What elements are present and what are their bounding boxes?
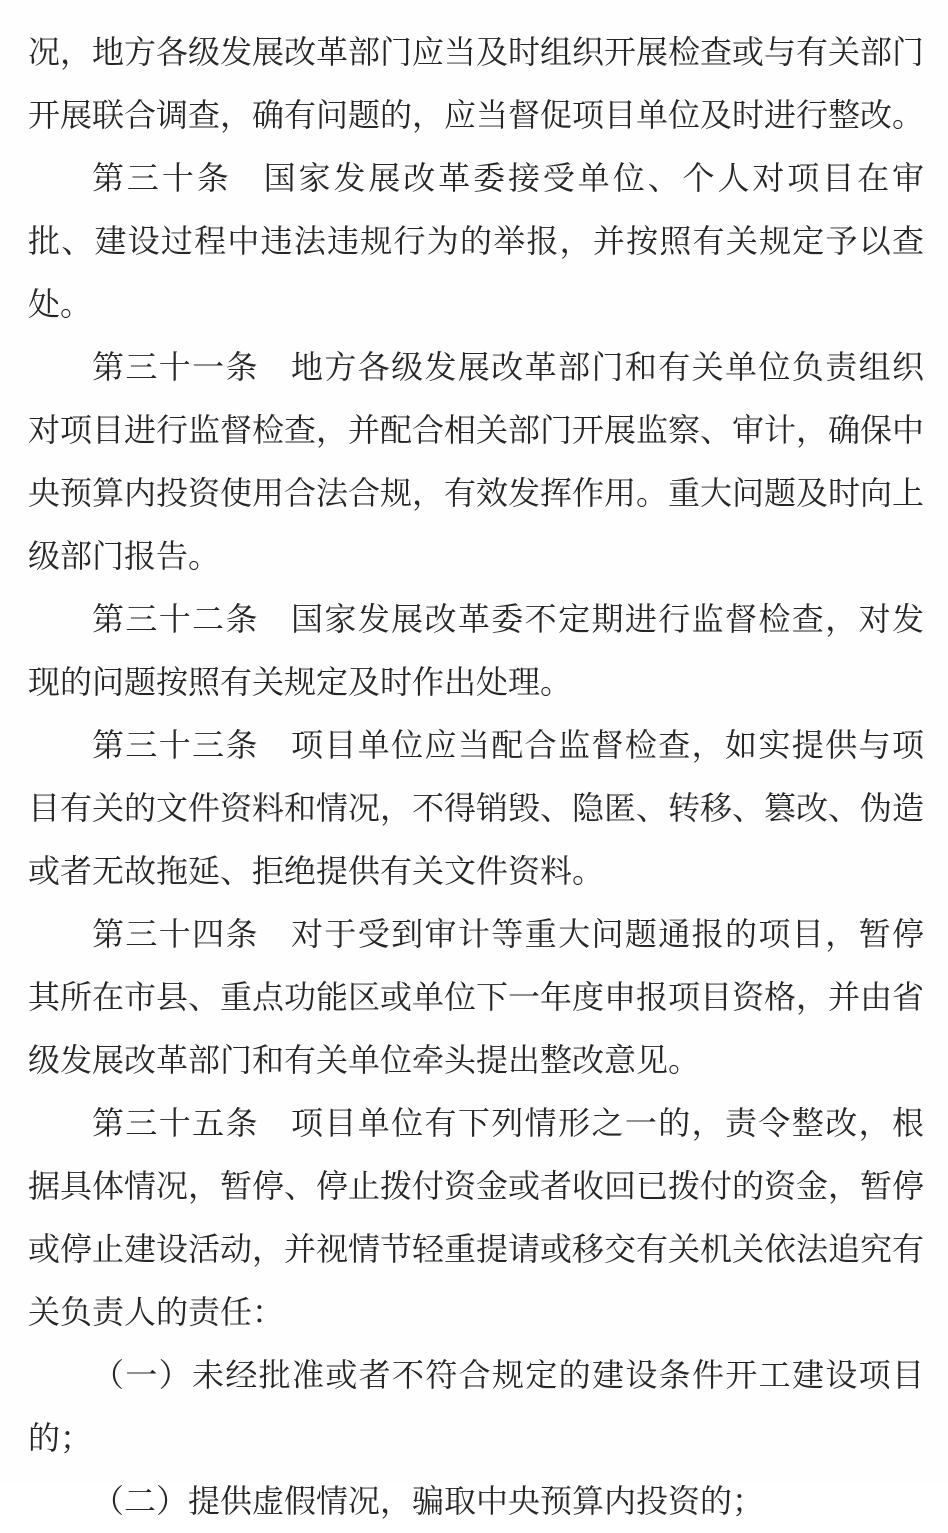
article-number: 第三十二条 — [92, 601, 259, 637]
article-text: 地方各级发展改革部门和有关单位负责组织对项目进行监督检查，并配合相关部门开展监察、审计，确保中央预算内投资使用合法合规，有效发挥作用。重大问题及时向上级部门报告。 — [28, 349, 925, 574]
article-text: 对于受到审计等重大问题通报的项目，暂停其所在市县、重点功能区或单位下一年度申报项目资格，并由省级发展改革部门和有关单位牵头提出整改意见。 — [28, 916, 925, 1078]
article-32 — [28, 588, 924, 714]
article-33 — [28, 714, 924, 903]
article-number: 第三十条 — [92, 160, 232, 196]
article-number: 第三十四条 — [92, 916, 259, 952]
clause-item-2 — [28, 1470, 924, 1533]
paragraph-text: 况，地方各级发展改革部门应当及时组织开展检查或与有关部门开展联合调查，确有问题的，应当督促项目单位及时进行整改。 — [28, 34, 925, 133]
article-text: 国家发展改革委接受单位、个人对项目在审批、建设过程中违法违规行为的举报，并按照有关规定予以查处。 — [28, 160, 924, 322]
article-35 — [28, 1092, 924, 1344]
paragraph-continuation — [28, 21, 924, 147]
article-text: 国家发展改革委不定期进行监督检查，对发现的问题按照有关规定及时作出处理。 — [28, 601, 924, 700]
article-31 — [28, 336, 924, 588]
article-number: 第三十一条 — [92, 349, 259, 385]
article-text: 项目单位有下列情形之一的，责令整改，根据具体情况，暂停、停止拨付资金或者收回已拨付的资金，暂停或停止建设活动，并视情节轻重提请或移交有关机关依法追究有关负责人的责任： — [28, 1105, 925, 1330]
paragraph-text: （二）提供虚假情况，骗取中央预算内投资的； — [92, 1483, 765, 1519]
article-number: 第三十三条 — [92, 727, 259, 763]
clause-item-1 — [28, 1344, 924, 1470]
article-number: 第三十五条 — [92, 1105, 259, 1141]
article-text: 项目单位应当配合监督检查，如实提供与项目有关的文件资料和情况，不得销毁、隐匿、转移、篡改、伪造或者无故拖延、拒绝提供有关文件资料。 — [28, 727, 925, 889]
paragraph-text: （一）未经批准或者不符合规定的建设条件开工建设项目的； — [28, 1357, 924, 1456]
article-34 — [28, 903, 924, 1092]
article-30 — [28, 147, 924, 336]
